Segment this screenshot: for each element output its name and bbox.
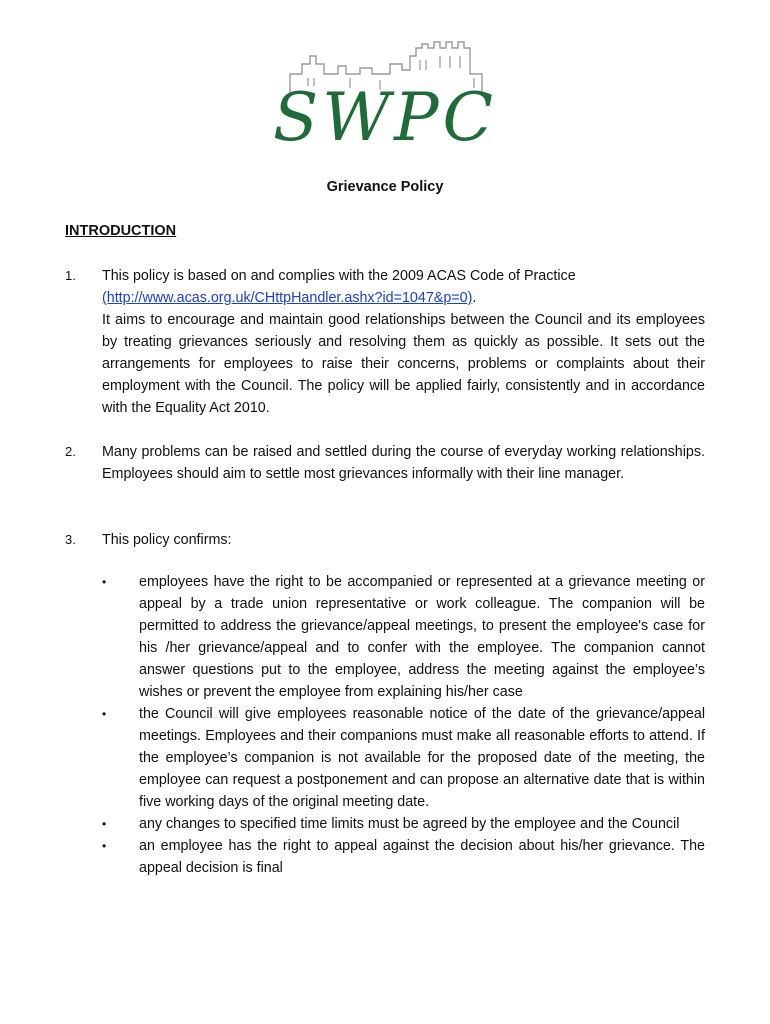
bullet-icon: • (102, 707, 107, 721)
paragraph-body: Many problems can be raised and settled during the course of everyday working relationships. Employees should aim to settle most grievances informally with their line manager. (102, 444, 705, 482)
swpc-logo (250, 34, 520, 154)
paragraph-lead: This policy is based on and complies with the 2009 ACAS Code of Practice (102, 268, 576, 284)
paragraph-number: 1. (65, 268, 76, 283)
logo-text: SWPC (273, 79, 497, 154)
castle-outline-icon (250, 34, 520, 154)
list-item: • the Council will give employees reasonable notice of the date of the grievance/appeal meetings. Employees and their companions must make all reasonable efforts to attend. If the employee’s companion is not available for the proposed date of the meeting, the employee can request a postponement and can propose an alternative date that is within five working days of the original meeting date. (102, 703, 705, 813)
list-item: • an employee has the right to appeal against the decision about his/her grievance. The appeal decision is final (102, 835, 705, 879)
paragraph-2 (65, 441, 705, 485)
section-heading: INTRODUCTION (65, 223, 177, 239)
paragraph-body: It aims to encourage and maintain good relationships between the Council and its employees by treating grievances seriously and resolving them as quickly as possible. It sets out the arrangements for employees to raise their concerns, problems or complaints about their employment with the Council. The policy will be applied fairly, consistently and in accordance with the Equality Act 2010. (102, 312, 705, 416)
paragraph-number: 2. (65, 444, 76, 459)
list-item: • employees have the right to be accompanied or represented at a grievance meeting or appeal by a trade union representative or work colleague. The companion will be permitted to address the grievance/appeal meetings, to present the employee's case for his /her grievance/appeal and to confer with the employee. The companion cannot answer questions put to the employee, address the meeting against the employee’s wishes or prevent the employee from explaining his/her case (102, 571, 705, 703)
paragraph-number: 3. (65, 532, 76, 547)
policy-bullet-list (102, 571, 705, 879)
bullet-icon: • (102, 817, 107, 831)
paragraph-body: This policy confirms: (102, 532, 232, 548)
list-item: • any changes to specified time limits must be agreed by the employee and the Council (102, 813, 705, 835)
bullet-icon: • (102, 839, 107, 853)
document-title: Grievance Policy (326, 179, 444, 195)
paragraph-3 (65, 529, 705, 551)
acas-code-link[interactable]: (http://www.acas.org.uk/CHttpHandler.ashx?id=1047&p=0) (102, 290, 473, 306)
bullet-icon: • (102, 575, 107, 589)
paragraph-1: 1. This policy is based on and complies with the 2009 ACAS Code of Practice (http://www.acas.org.uk/CHttpHandler.ashx?id=1047&p=0). It aims to encourage and maintain good relationships between the Council and its employees by treating grievances seriously and resolving them as quickly as possible. It sets out the arrangements for employees to raise their concerns, problems or complaints about their employment with the Council. The policy will be applied fairly, consistently and in accordance with the Equality Act 2010. (65, 265, 705, 419)
